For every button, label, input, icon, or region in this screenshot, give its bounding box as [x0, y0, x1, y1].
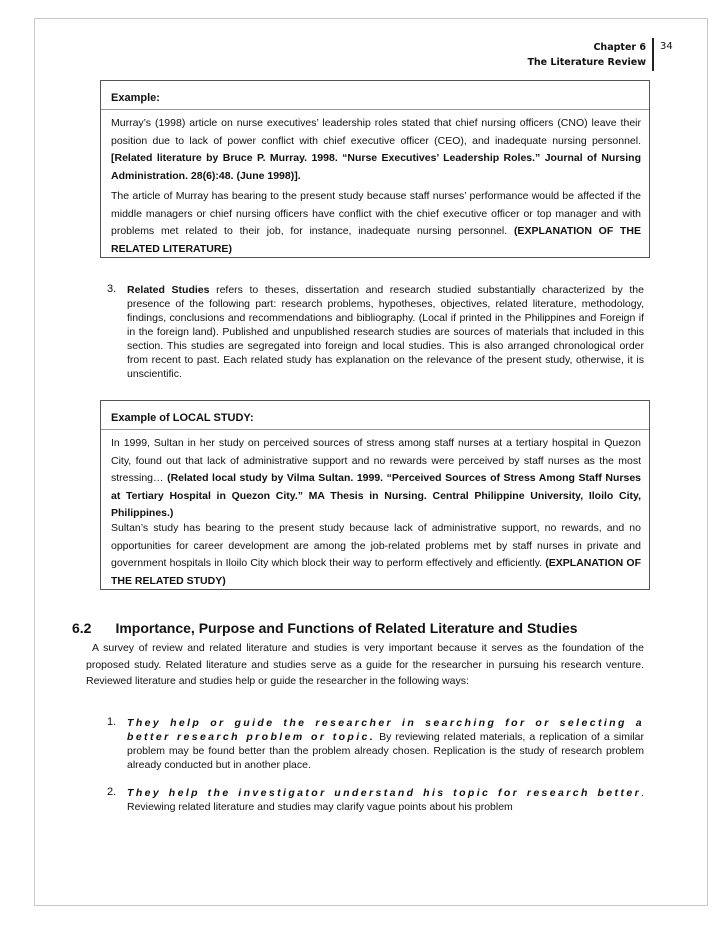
list-item-1: They help or guide the researcher in searching for or selecting a better research problem or topic. By reviewing related materials, a replication of a similar problem may be found better than the problem already chosen. Replication is the study of research problem already conducted but in another place. [127, 717, 645, 771]
example-box-local-study [100, 400, 650, 590]
list-number-1: 1. [107, 716, 117, 728]
example-paragraph-1: Murray’s (1998) article on nurse executives’ leadership roles stated that chief nursing officers (CNO) leave their position due to lack of power conflict with chief executive officer (CEO), and inadequate nursing personnel. [Related literature by Bruce P. Murray. 1998. “Nurse Executives’ Leadership Roles.” Journal of Nursing Administration. 28(6):48. (June 1998)]. [111, 117, 641, 182]
section-intro-paragraph: A survey of review and related literature and studies is very important because it serves as the foundation of the proposed study. Related literature and studies serve as a guide for the researcher in pursuing his research venture. Reviewed literature and studies help or guide the researcher in the following ways: [86, 642, 644, 687]
example-paragraph-2: Sultan’s study has bearing to the present study because lack of administrative support, no rewards, and no opportunities for career development are among the job-related problems met by staff nurses in private and government hospitals in Iloilo City which block their way to perform effectively and efficiently. (EXPLANATION OF THE RELATED STUDY) [111, 522, 641, 587]
example-title: Example of LOCAL STUDY: [111, 412, 254, 424]
list-number-3: 3. [107, 283, 117, 295]
example-separator [101, 109, 649, 110]
page-number: 34 [660, 41, 673, 52]
section-number: 6.2 [72, 620, 92, 636]
running-header [527, 40, 646, 70]
example-paragraph-1: In 1999, Sultan in her study on perceived sources of stress among staff nurses at a tertiary hospital in Quezon City, found out that lack of administrative support and no rewards were perceived by staff nurses as the most stressing… (Related local study by Vilma Sultan. 1999. “Perceived Sources of Stress Among Staff Nurses at Tertiary Hospital in Quezon City.” MA Thesis in Nursing. Central Philippine University, Iloilo City, Philippines.) [111, 437, 641, 519]
list-item-2: They help the investigator understand his topic for research better. Reviewing related literature and studies may clarify vague points about his problem [127, 787, 644, 813]
section-title: Importance, Purpose and Functions of Related Literature and Studies [115, 620, 578, 636]
section-heading [72, 620, 578, 636]
chapter-subtitle: The Literature Review [527, 57, 646, 68]
header-divider [652, 38, 654, 71]
chapter-label: Chapter 6 [593, 42, 646, 53]
related-studies-definition: Related Studies refers to theses, dissertation and research studied substantially characterized by the presence of the following part: research problems, hypotheses, objectives, related literature, methodology, findings, conclusions and recommendations and bibliography. (Local if printed in the Philippines and Foreign if in the foreign land). Published and unpublished research studies are sources of materials that included in this section. This studies are segregated into foreign and local studies. This is also arranged chronological order from recent to past. Each related study has explanation on the relevance of the present study, otherwise, it is unscientific. [127, 284, 644, 380]
list-number-2: 2. [107, 786, 117, 798]
example-title: Example: [111, 92, 160, 104]
example-separator [101, 429, 649, 430]
example-paragraph-2: The article of Murray has bearing to the present study because staff nurses’ performance would be affected if the middle managers or chief nursing officers have conflict with the chief executive officer or top manager and with problems met related to their job, for instance, inadequate nursing personnel. (EXPLANATION OF THE RELATED LITERATURE) [111, 190, 641, 255]
example-box-literature [100, 80, 650, 258]
